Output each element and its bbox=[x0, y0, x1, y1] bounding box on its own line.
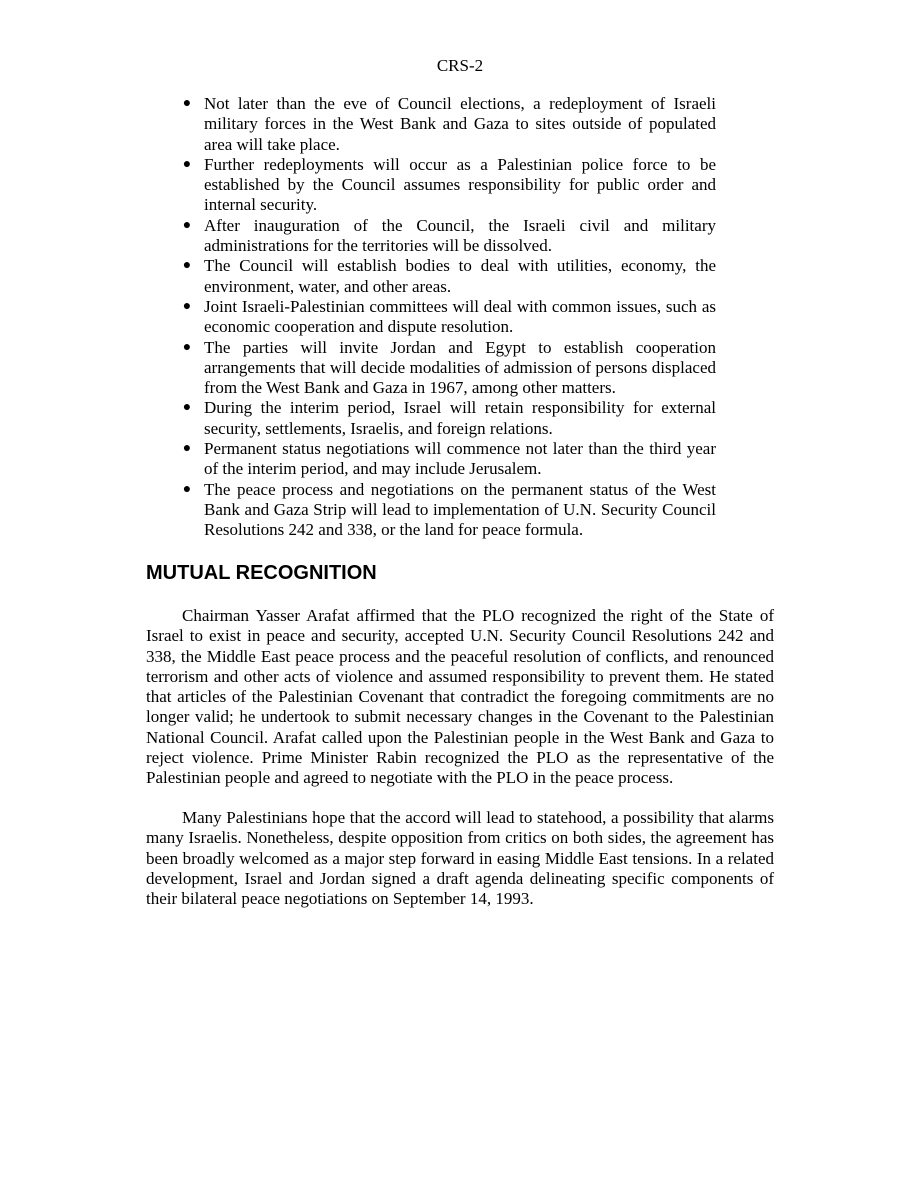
list-item bbox=[179, 216, 716, 257]
body-paragraph: Chairman Yasser Arafat affirmed that the PLO recognized the right of the State of Israel to exist in peace and security, accepted U.N. Security Council Resolutions 242 and 338, the Middle East peace process and the peaceful resolution of conflicts, and renounced terrorism and other acts of violence and assumed responsibility to prevent them. He stated that articles of the Palestinian Covenant that contradict the foregoing commitments are no longer valid; he undertook to submit necessary changes in the Covenant to the Palestinian National Council. Arafat called upon the Palestinian people in the West Bank and Gaza to reject violence. Prime Minister Rabin recognized the PLO as the representative of the Palestinian people and agreed to negotiate with the PLO in the peace process. bbox=[146, 606, 774, 788]
list-item-text: Further redeployments will occur as a Palestinian police force to be established by the Council assumes responsibility for public order and internal security. bbox=[204, 154, 716, 215]
list-item-text: The parties will invite Jordan and Egypt to establish cooperation arrangements that will decide modalities of admission of persons displaced from the West Bank and Gaza in 1967, among other matters. bbox=[204, 337, 716, 398]
bullet-icon: ● bbox=[182, 400, 192, 416]
bullet-icon: ● bbox=[182, 258, 192, 274]
body-paragraph: Many Palestinians hope that the accord will lead to statehood, a possibility that alarms many Israelis. Nonetheless, despite opposition from critics on both sides, the agreement has been broadly welcomed as a major step forward in easing Middle East tensions. In a related development, Israel and Jordan signed a draft agenda delineating specific components of their bilateral peace negotiations on September 14, 1993. bbox=[146, 808, 774, 909]
bullet-icon: ● bbox=[182, 339, 192, 355]
section-heading: MUTUAL RECOGNITION bbox=[146, 562, 377, 584]
bullet-icon: ● bbox=[182, 298, 192, 314]
bullet-icon: ● bbox=[182, 481, 192, 497]
list-item bbox=[179, 297, 716, 338]
list-item-text: Permanent status negotiations will commence not later than the third year of the interim period, and may include Jerusalem. bbox=[204, 439, 716, 479]
page-header: CRS-2 bbox=[436, 56, 484, 75]
list-item bbox=[179, 398, 716, 439]
bullet-icon: ● bbox=[182, 441, 192, 457]
list-item bbox=[179, 480, 716, 541]
bullet-icon: ● bbox=[182, 96, 192, 111]
list-item-text: The peace process and negotiations on the permanent status of the West Bank and Gaza Strip will lead to implementation of U.N. Security Council Resolutions 242 and 338, or the land for peace formula. bbox=[204, 479, 716, 540]
list-item-text: Joint Israeli-Palestinian committees will deal with common issues, such as economic cooperation and dispute resolution. bbox=[204, 296, 716, 337]
bullet-icon: ● bbox=[182, 156, 192, 172]
list-item-text: After inauguration of the Council, the Israeli civil and military administrations for the territories will be dissolved. bbox=[204, 215, 716, 256]
list-item-text: Not later than the eve of Council elections, a redeployment of Israeli military forces in the West Bank and Gaza to sites outside of populated area will take place. bbox=[204, 94, 716, 154]
bullet-icon: ● bbox=[182, 217, 192, 233]
list-item bbox=[179, 94, 716, 155]
bullet-list bbox=[179, 94, 716, 541]
list-item bbox=[179, 155, 716, 216]
list-item bbox=[179, 256, 716, 297]
list-item-text: The Council will establish bodies to deal with utilities, economy, the environment, water, and other areas. bbox=[204, 256, 716, 296]
list-item bbox=[179, 338, 716, 399]
list-item bbox=[179, 439, 716, 480]
list-item-text: During the interim period, Israel will retain responsibility for external security, settlements, Israelis, and foreign relations. bbox=[204, 398, 716, 438]
